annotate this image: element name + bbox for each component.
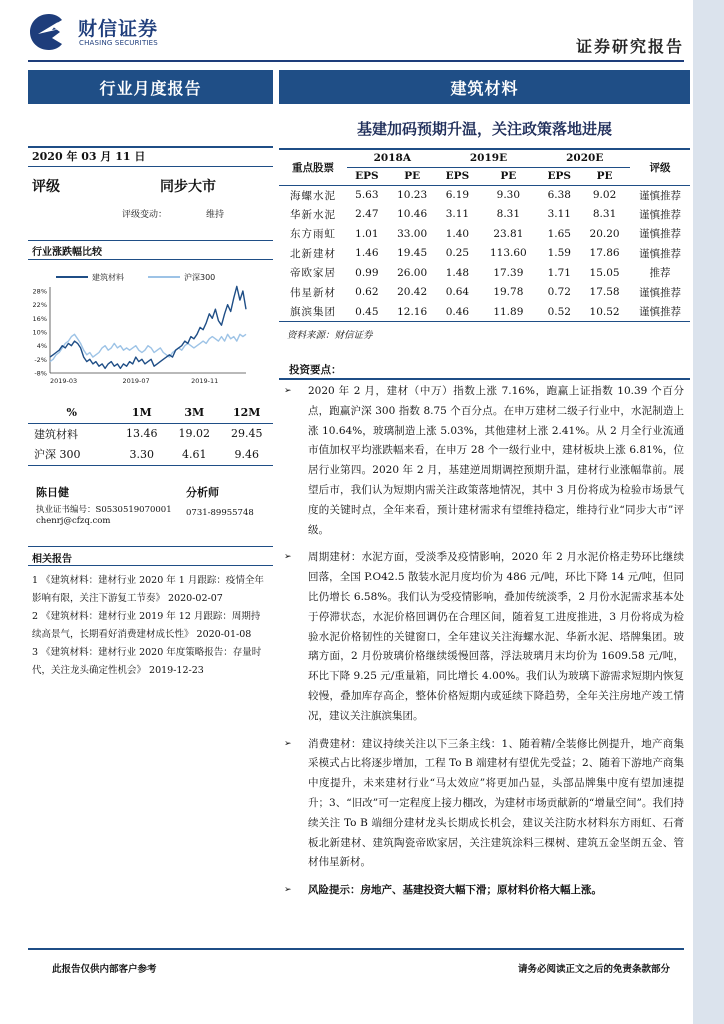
metric-header: PE	[477, 167, 539, 185]
right-decorative-band	[693, 0, 724, 1024]
perf-cell: 3.30	[116, 444, 169, 465]
related-reports-title: 相关报告	[32, 554, 72, 565]
stock-name: 伟星新材	[290, 286, 336, 299]
stock-cell: 10.23	[397, 189, 428, 201]
y-tick-label: -8%	[34, 369, 47, 378]
stock-rating: 谨慎推荐	[630, 302, 690, 322]
y-tick-label: 22%	[32, 301, 47, 310]
report-date: 2020 年 03 月 11 日	[32, 150, 146, 163]
stock-cell: 8.31	[592, 208, 617, 221]
stock-cell: 10.46	[397, 208, 428, 221]
perf-cell: 4.61	[168, 444, 221, 465]
stock-cell: 20.42	[397, 286, 428, 299]
key-points-list	[284, 382, 684, 901]
series-line	[50, 286, 246, 368]
footer-disclaimer-note: 请务必阅读正文之后的免责条款部分	[517, 964, 670, 975]
stock-cell: 17.58	[589, 286, 620, 299]
table-row	[279, 263, 690, 283]
arrow-bullet-icon: ➢	[284, 738, 292, 749]
stock-cell: 0.64	[445, 286, 470, 299]
left-rule-date	[28, 166, 273, 167]
stock-cell: 17.86	[589, 247, 620, 260]
series-line	[50, 334, 246, 361]
perf-cell: 13.46	[126, 427, 158, 441]
stock-rating: 推荐	[649, 267, 671, 280]
stock-cell: 0.46	[438, 302, 478, 322]
stock-cell: 26.00	[397, 266, 428, 279]
stock-cell: 3.11	[445, 208, 470, 221]
stock-cell: 1.48	[445, 266, 470, 279]
report-type-label: 证券研究报告	[575, 37, 684, 56]
perf-cell: 沪深 300	[28, 444, 116, 465]
metric-header: PE	[387, 167, 438, 185]
list-item	[284, 881, 684, 901]
industry-performance-chart	[28, 265, 273, 395]
stock-rating: 谨慎推荐	[639, 247, 681, 260]
stock-cell: 0.62	[355, 286, 379, 299]
stock-rating: 谨慎推荐	[639, 228, 681, 241]
list-item	[284, 548, 684, 726]
perf-header-cell: %	[28, 403, 116, 423]
stock-cell: 11.89	[477, 302, 539, 322]
analyst-phone: 0731-89955748	[186, 508, 254, 518]
banner-report-kind: 行业月度报告	[28, 70, 273, 104]
table-row	[279, 224, 690, 244]
brand-name-en: CHASING SECURITIES	[79, 39, 158, 47]
stocks-header-label: 重点股票	[279, 149, 347, 185]
perf-cell: 29.45	[231, 427, 263, 441]
stock-cell: 19.45	[397, 247, 428, 260]
analyst-email[interactable]: chenrj@cfzq.com	[36, 516, 111, 526]
stock-name: 帝欧家居	[290, 267, 336, 280]
y-tick-label: -2%	[34, 355, 47, 364]
analyst-cert: 执业证书编号：S0530519070001	[36, 505, 172, 515]
stock-rating: 谨慎推荐	[639, 286, 681, 299]
table-row	[28, 423, 273, 444]
key-stocks-table	[279, 148, 690, 322]
year-header: 2020E	[539, 149, 630, 167]
left-rule-related-title	[28, 565, 273, 566]
x-tick-label: 2019-11	[191, 377, 219, 385]
perf-cell: 19.02	[178, 427, 210, 441]
table-row	[279, 185, 690, 205]
list-item[interactable]: 3 《建筑材料：建材行业 2020 年度策略报告：存量时代，关注龙头确定性机会》 2019-12-23	[32, 647, 262, 676]
stock-cell: 0.99	[355, 266, 379, 279]
left-rule-chart	[28, 240, 273, 241]
stock-cell: 0.25	[445, 247, 470, 260]
y-tick-label: 28%	[32, 287, 47, 296]
metric-header: EPS	[539, 167, 579, 185]
banner-industry: 建筑材料	[279, 70, 690, 104]
year-header: 2018A	[347, 149, 438, 167]
stock-name: 海螺水泥	[290, 189, 336, 202]
chart-title: 行业涨跌幅比较	[32, 247, 102, 258]
stock-cell: 23.81	[493, 227, 524, 240]
brand-logo	[28, 12, 178, 52]
stock-cell: 9.02	[592, 189, 617, 201]
stock-cell: 10.52	[579, 302, 630, 322]
performance-table	[28, 403, 273, 466]
list-item	[284, 735, 684, 874]
list-item	[284, 382, 684, 540]
stock-name: 北新建材	[290, 247, 336, 260]
stock-cell: 113.60	[489, 247, 527, 260]
stock-cell: 15.05	[589, 266, 620, 279]
table-row	[279, 244, 690, 264]
y-tick-label: 10%	[32, 328, 47, 337]
analyst-role: 分析师	[186, 486, 219, 499]
stock-cell: 17.39	[493, 266, 524, 279]
stock-cell: 1.59	[547, 247, 571, 260]
stock-cell: 19.78	[493, 286, 524, 299]
table-row	[279, 302, 690, 322]
list-item[interactable]: 1 《建筑材料：建材行业 2020 年 1 月跟踪：疫情全年影响有限，关注下游复工节奏》 2020-02-07	[32, 575, 264, 604]
x-tick-label: 2019-03	[50, 377, 78, 385]
risk-warning-text: 风险提示：房地产、基建投资大幅下滑；原材料价格大幅上涨。	[308, 884, 602, 897]
key-point-text: 消费建材：建议持续关注以下三条主线：1、随着精/全装修比例提升，地产商集采模式占比将逐步增加，工程 To B 端建材有望优先受益；2、随着下游地产商集中度提升，未来建材行业“马太效应”将更加凸显，头部品牌集中度有望加速提升；3、“旧改”可一定程度上接力棚改，为建材市场贡献新的“增量空间”。我们持续关注 To B 端细分建材龙头长期成长机会，建议关注防水材料东方雨虹、石膏板北新建材、建筑陶瓷帝欧家居，关注建筑涂料三棵树、建筑五金坚朗五金、管材伟星新材。	[308, 737, 684, 869]
perf-cell: 9.46	[221, 444, 274, 465]
rating-label: 评级	[32, 179, 60, 195]
stocks-rating-header: 评级	[630, 149, 690, 185]
arrow-bullet-icon: ➢	[284, 552, 292, 563]
footer-rule	[28, 948, 684, 950]
y-tick-label: 16%	[32, 314, 47, 323]
stock-cell: 1.40	[445, 227, 470, 240]
table-row	[28, 444, 273, 465]
footer-internal-note: 此报告仅供内部客户参考	[52, 964, 157, 975]
legend-label: 建筑材料	[92, 273, 124, 282]
stock-cell: 12.16	[387, 302, 438, 322]
stock-name: 东方雨虹	[290, 228, 336, 241]
brand-mark-icon	[28, 12, 70, 52]
stock-cell: 5.63	[355, 189, 379, 201]
metric-header: EPS	[438, 167, 478, 185]
legend-label: 沪深300	[184, 273, 216, 282]
perf-header-cell: 12M	[221, 403, 274, 423]
stock-cell: 1.65	[547, 227, 571, 240]
left-rule-related	[28, 546, 273, 547]
list-item[interactable]: 2 《建筑材料：建材行业 2019 年 12 月跟踪：周期持续高景气，长期看好消费建材成长性》 2020-01-08	[32, 611, 261, 640]
arrow-bullet-icon: ➢	[284, 885, 292, 896]
header-rule	[28, 60, 684, 62]
arrow-bullet-icon: ➢	[284, 386, 292, 396]
stock-cell: 2.47	[355, 208, 379, 221]
key-point-text: 周期建材：水泥方面，受淡季及疫情影响，2020 年 2 月水泥价格走势环比继续回落，全国 P.O42.5 散装水泥月度均价为 486 元/吨，环比下降 14 元/吨，但同比仍增长 6.58%。我们认为受疫情影响，叠加传统淡季，2 月份水泥需求基本处于停滞状态，水泥价格回调仍在合理区间，随着复工进度推进，3 月份将成为检验水泥价格韧性的关键窗口，全年建议关注海螺水泥、华新水泥、塔牌集团。玻璃方面，2 月份玻璃价格继续缓慢回落，浮法玻璃月末均价为 1609.58 元/吨，环比下降 9.25 元/重量箱，同比增长 4.00%。我们认为玻璃下游需求短期内恢复较慢，叠加库存高企，整体价格短期内或延续下降趋势，全年关注房地产竣工情况，建议关注旗滨集团。	[308, 551, 684, 722]
metric-header: EPS	[347, 167, 387, 185]
stock-cell: 0.72	[547, 286, 571, 299]
stock-cell: 1.01	[355, 227, 379, 240]
stock-name: 旗滨集团	[279, 302, 347, 322]
stock-rating: 谨慎推荐	[639, 208, 681, 221]
key-points-title: 投资要点：	[289, 364, 342, 376]
stock-cell: 8.31	[496, 208, 521, 221]
stock-cell: 0.45	[347, 302, 387, 322]
stock-cell: 3.11	[547, 208, 571, 221]
year-header: 2019E	[438, 149, 540, 167]
rating-value: 同步大市	[160, 179, 216, 195]
stock-cell: 9.30	[496, 189, 521, 201]
stock-cell: 1.46	[355, 247, 379, 260]
report-headline: 基建加码预期升温，关注政策落地进展	[356, 120, 612, 138]
perf-cell: 建筑材料	[34, 427, 78, 441]
table-row	[279, 283, 690, 303]
key-point-text: 2020 年 2 月，建材（中万）指数上涨 7.16%，跑赢上证指数 10.39 个百分点，跑赢沪深 300 指数 8.75 个百分点。在申万建材二级子行业中，水泥制造上涨 10.64%，玻璃制造上涨 5.03%，其他建材上涨 2.41%。从 2 月全行业流通市值加权平均涨跌幅来看，在申万 28 个一级行业中，建材板块上涨 6.81%，位居行业第四。2020 年 2 月，基建逆周期调控预期升温，建材行业涨幅靠前。展望后市，我们认为短期内需关注政策落地情况，其中 3 月份将成为检验市场景气度的关键时点，全年来看，预计建材需求有望维持稳定，维持行业“同步大市”评级。	[308, 385, 684, 536]
stock-rating: 谨慎推荐	[639, 189, 681, 202]
perf-header-cell: 3M	[168, 403, 221, 423]
rating-change-value: 维持	[206, 210, 225, 220]
perf-header-cell: 1M	[116, 403, 169, 423]
performance-header-row	[28, 403, 273, 423]
y-tick-label: 4%	[36, 342, 47, 351]
stock-cell: 33.00	[397, 227, 428, 240]
stock-name: 华新水泥	[290, 208, 336, 221]
key-points-rule	[279, 378, 690, 380]
rating-change-label: 评级变动：	[122, 210, 168, 220]
related-reports-list	[32, 572, 268, 680]
x-tick-label: 2019-07	[122, 377, 150, 385]
stock-cell: 6.38	[547, 189, 571, 201]
metric-header: PE	[579, 167, 630, 185]
stock-cell: 0.52	[539, 302, 579, 322]
left-rule-chart-title	[28, 259, 273, 260]
stock-cell: 20.20	[589, 227, 620, 240]
table-row	[279, 205, 690, 225]
analyst-name: 陈日健	[36, 486, 69, 499]
brand-name-cn: 财信证券	[78, 18, 159, 40]
table-source-note: 资料来源：财信证券	[287, 330, 373, 341]
stock-cell: 6.19	[445, 189, 470, 201]
stocks-year-header-row	[279, 149, 690, 167]
stock-cell: 1.71	[547, 266, 571, 279]
